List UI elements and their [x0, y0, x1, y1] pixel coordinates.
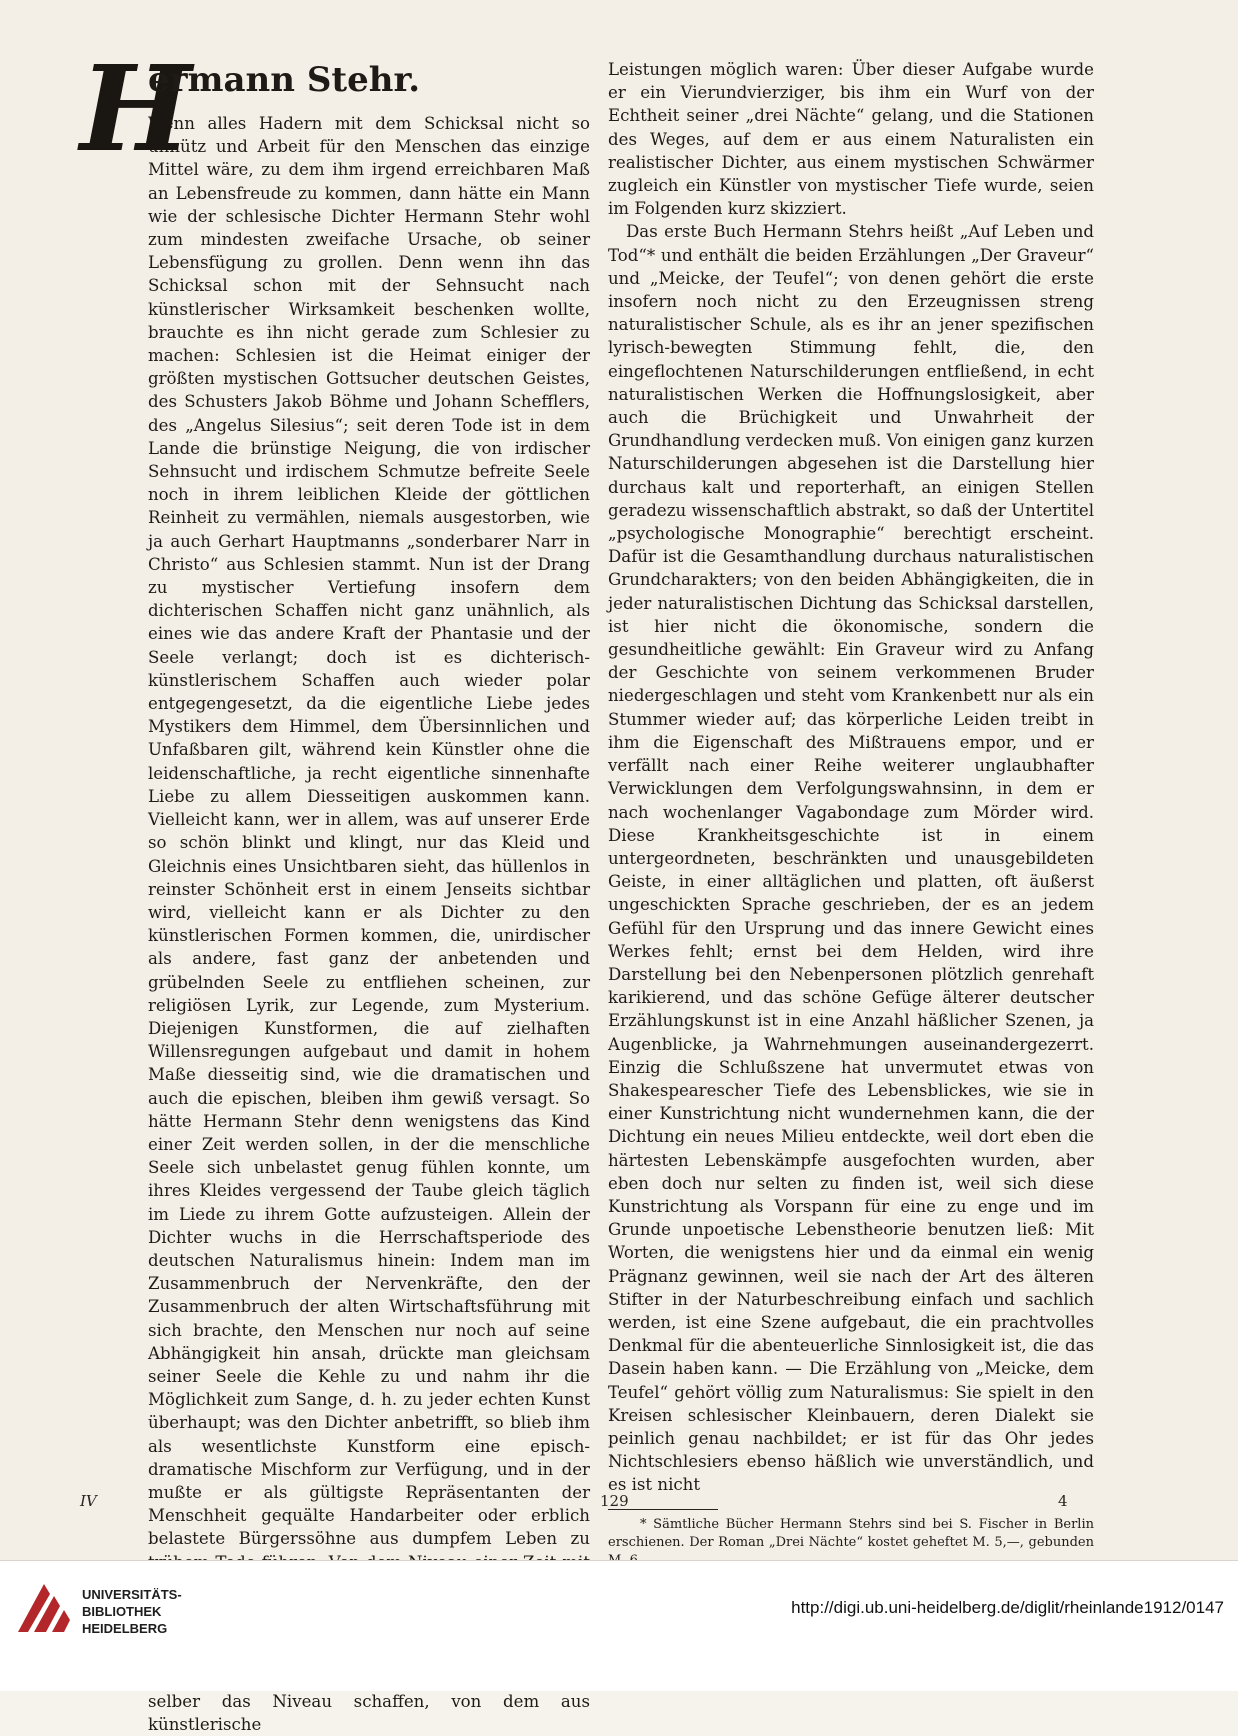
footnote: * Sämtliche Bücher Hermann Stehrs sind bei S. Fischer in Berlin erschienen. Der Roman „Drei Nächte“ kostet geheftet M. 5,—, gebunden — [608, 1516, 1094, 1550]
library-name-line-3: HEIDELBERG — [82, 1621, 168, 1636]
left-paragraph-1: Wenn alles Hadern mit dem Schicksal nicht so unnütz und Arbeit für den Menschen das einzige Mittel wäre, zu dem ihm irgend erreichbaren Maß an Lebensfreude zu kommen, dann hätte ein Mann wie der schlesische Dichter Hermann Stehr wohl zum mindesten zweifache Ursache, ob seiner Lebensfügung zu grollen. Denn wenn ihn das Schicksal schon mit der Sehnsucht nach künstlerischer Wirksamkeit beschenken wollte, brauchte es ihn nicht gerade zum Schlesier zu machen: Schlesien ist die Heimat einiger der größten mystischen Gottsucher deutschen Geistes, des Schusters Jakob Böhme und Johann Schefflers, des „Angelus Silesius“; seit deren Tode ist in dem Lande die brünstige Neigung, die von irdischer Sehnsucht und irdischem Schmutze befreite Seele noch in ihrem leiblichen Kleide der göttlichen Reinheit zu vermählen, niemals ausgestorben, wie ja auch Gerhart Hauptmanns „sonderbarer Narr in Christo“ aus Schlesien stammt. Nun ist der Drang zu mystischer Vertiefung insofern dem dichterischen Schaffen nicht ganz unähnlich, als eines wie das andere Kraft der Phantasie und der Seele verlangt; doch ist es dichterisch-künstlerischem Schaffen auch wieder polar entgegengesetzt, da die eigentliche Liebe jedes Mystikers dem Himmel, dem Übersinnlichen und Unfaßbaren gilt, während kein Künstler ohne die leidenschaftliche, ja recht eigentliche sinnenhafte Liebe zu allem Diesseitigen auskommen kann. Vielleicht kann, wer in allem, was auf unserer Erde so schön blinkt und klingt, nur das Kleid und Gleichnis eines Unsichtbaren sieht, das hüllenlos in reinster Schönheit erst in einem Jenseits sichtbar wird, vielleicht kann er als Dichter zu den künstlerischen Formen kommen, die, unirdischer als andere, fast ganz der anbetenden und grübelnden Seele zu entfliehen scheinen, zur religiösen Lyrik, zur Legende, zum Mysterium. Diejenigen Kunstformen, die auf zielhaften Willensregungen aufgebaut und damit in hohem Maße diesseitig sind, wie die dramatischen und auch die epischen, bleiben ihm gewiß versagt. So hätte Hermann Stehr denn wenigstens das Kind einer Zeit werden sollen, in der die menschliche Seele sich unbelastet genug fühlen konnte, um ihres Kleides vergessend der Taube gleich täglich im Liede zu ihrem Gotte aufzusteigen. Allein der Dichter wuchs in die Herrschaftsperiode des deutschen Naturalismus hinein: Indem man im Zusammenbruch der Nervenkräfte, den der Zusammenbruch der alten Wirtschaftsführung mit sich brachte, den Menschen nur noch auf seine Abhängigkeit hin ansah, drückte man gleichsam seiner Seele die Kehle zu und nahm ihr die Möglichkeit zum Sange, d. h. zu jeder echten Kunst überhaupt; was den Dichter anbetrifft, so blieb ihm als wesentlichste Kunstform eine episch-dramatische Mischform zur Verfügung, und in der mußte er als gültigste Repräsentanten der Menschheit gequälte Handarbeiter oder erblich belastete Bürgerssöhne aus dumpfem Leben zu selber das Niveau schaffen, von dem aus künstlerische — [148, 114, 590, 1735]
title-text: ermann Stehr. — [148, 60, 421, 100]
right-column — [608, 58, 1094, 1570]
signature-mark: IV — [80, 1492, 97, 1510]
library-name-line-1: UNIVERSITÄTS- — [82, 1587, 182, 1602]
right-paragraph-2: Das erste Buch Hermann Stehrs heißt „Auf Leben und Tod“* und enthält die beiden Erzählungen „Der Graveur“ und „Meicke, der Teufel“; von denen gehört die erste insofern noch nicht zu den Erzeugnissen streng naturalistischer Schule, als es ihr an jener spezifischen lyrisch-bewegten Stimmung fehlt, die, den eingeflochtenen Naturschilderungen entfließend, in echt naturalistischen Werken die Hoffnungslosigkeit, aber auch die Brüchigkeit und Unwahrheit der Grundhandlung verdecken muß. Von einigen ganz kurzen Naturschilderungen abgesehen ist die Darstellung hier durchaus kalt und reporterhaft, an einigen Stellen geradezu wissenschaftlich abstrakt, so daß der Untertitel „psychologische Monographie“ berechtigt erscheint. Dafür ist die Gesamthandlung durchaus naturalistischen Grundcharakters; von den beiden Abhängigkeiten, die in jeder naturalistischen Dichtung das Schicksal darstellen, ist hier nicht die ökonomische, sondern die gesundheitliche gewählt: Ein Graveur wird zu Anfang der Geschichte von seinem verkommenen Bruder niedergeschlagen und steht vom Krankenbett nur als ein Stummer wieder auf; das körperliche Leiden treibt in ihm die Eigenschaft des Mißtrauens empor, und er verfällt nach einer Reihe weiterer unglaubhafter Verwicklungen dem Verfolgungswahnsinn, in dem er nach wochenlanger Vagabondage zum Mörder wird. Diese Krankheitsgeschichte ist in einem untergeordneten, beschränkten und unausgebildeten Geiste, in einer alltäglichen und platten, oft äußerst ungeschickten Sprache geschrieben, der es an jedem Gefühl für den Ursprung und das innere Gewicht eines Werkes fehlt; ernst bei dem Helden, wird ihre Darstellung bei den Nebenpersonen plötzlich genrehaft karikierend, und das schöne Gefüge älterer deutscher Erzählungskunst ist in eine Anzahl häßlicher Szenen, ja Augenblicke, ja Wahrnehmungen auseinandergezerrt. Einzig die Schlußszene hat unvermutet etwas von Shakespearescher Tiefe des Lebensblickes, wie sie in einer Kunstrichtung nicht wundernehmen kann, die der Dichtung ein neues Milieu entdeckte, weil dort eben die härtesten Lebenskämpfe ausgefochten wurden, aber eben doch nur selten zu finden ist, weil sich diese Kunstrichtung als Vorspann für eine zu enge und im Grunde unpoetische Lebenstheorie benutzen ließ: Mit Worten, die wenigstens hier und da einmal ein wenig Prägnanz gewinnen, weil sie nach der Art des älteren Stifter in der Naturbeschreibung einfach und sachlich werden, ist eine Szene aufgebaut, die ein prachtvolles Denkmal für die abenteuerliche Sinnlosigkeit ist, die das Dasein haben kann. — Die Erzählung von „Meicke, dem Teufel“ gehört völlig zum Naturalismus: Sie spielt in den Kreisen schlesischer Kleinbauern, deren Dialekt sie peinlich genau nachbildet; er ist für das Ohr jedes Nichtschlesiers ebenso häßlich wie unverständlich, und es ist nicht — [608, 222, 1094, 1495]
drop-cap-initial: H — [80, 39, 192, 178]
library-name — [82, 1586, 182, 1637]
page-number: 129 — [600, 1492, 629, 1510]
left-column — [80, 39, 590, 1736]
library-logo-icon — [14, 1580, 74, 1636]
article-title — [80, 39, 590, 178]
library-name-line-2: BIBLIOTHEK — [82, 1604, 162, 1619]
sheet-number: 4 — [1058, 1492, 1068, 1510]
right-paragraph-1: Leistungen möglich waren: Über dieser Aufgabe wurde er ein Vierundvierziger, bis ihm ein Wurf von der Echtheit seiner „drei Nächte“ gelang, und die Stationen des Weges, auf dem er aus einem Naturalisten ein realistischer Dichter, aus einem mystischen Schwärmer zugleich ein Künstler von mystischer Tiefe wurde, seien im Folgenden kurz skizziert. — [608, 60, 1094, 219]
source-url-link[interactable]: http://digi.ub.uni-heidelberg.de/diglit/rheinlande1912/0147 — [791, 1598, 1224, 1617]
footer-bar — [0, 1560, 1238, 1691]
